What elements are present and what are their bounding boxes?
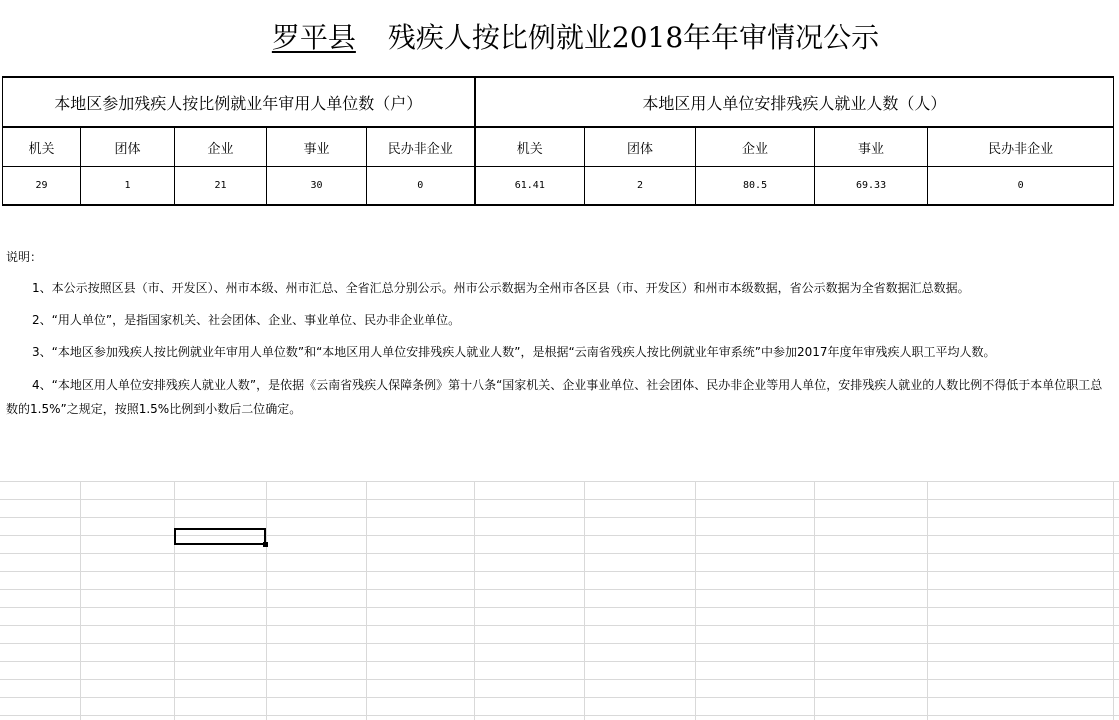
value-cell[interactable]: 80.5 <box>696 167 815 206</box>
value-cell[interactable]: 29 <box>3 167 81 206</box>
subheader-cell[interactable]: 事业 <box>815 127 928 167</box>
note-item: 2、“用人单位”，是指国家机关、社会团体、企业、事业单位、民办非企业单位。 <box>32 313 461 327</box>
subheader-cell[interactable]: 民办非企业 <box>928 127 1114 167</box>
notes-label: 说明： <box>6 250 43 264</box>
subheader-cell[interactable]: 企业 <box>696 127 815 167</box>
value-cell[interactable]: 69.33 <box>815 167 928 206</box>
value-cell[interactable]: 1 <box>81 167 175 206</box>
selected-cell[interactable] <box>174 528 266 545</box>
header-unit-count[interactable]: 本地区参加残疾人按比例就业年审用人单位数（户） <box>3 77 475 127</box>
value-cell[interactable]: 61.41 <box>475 167 585 206</box>
notes-section <box>6 246 1114 431</box>
subheader-cell[interactable]: 机关 <box>475 127 585 167</box>
spreadsheet-grid[interactable] <box>0 481 1119 720</box>
data-table <box>2 76 1114 206</box>
subheader-cell[interactable]: 机关 <box>3 127 81 167</box>
value-cell[interactable]: 2 <box>585 167 696 206</box>
value-cell[interactable]: 0 <box>928 167 1114 206</box>
subheader-cell[interactable]: 事业 <box>267 127 367 167</box>
title-text: 残疾人按比例就业2018年年审情况公示 <box>387 21 880 54</box>
note-item: 4、“本地区用人单位安排残疾人就业人数”，是依据《云南省残疾人保障条例》第十八条“国家机关、企业事业单位、社会团体、民办非企业等用人单位，安排残疾人就业的人数比例不得低于本单位职工总数的1.5%”之规定，按照1.5%比例到小数后二位确定。 <box>6 378 1103 416</box>
page-title <box>0 18 1119 58</box>
value-cell[interactable]: 21 <box>175 167 267 206</box>
note-item: 3、“本地区参加残疾人按比例就业年审用人单位数”和“本地区用人单位安排残疾人就业人数”，是根据“云南省残疾人按比例就业年审系统”中参加2017年度年审残疾人职工平均人数。 <box>32 345 996 359</box>
fill-handle[interactable] <box>263 542 268 547</box>
subheader-cell[interactable]: 团体 <box>585 127 696 167</box>
note-item: 1、本公示按照区县（市、开发区）、州市本级、州市汇总、全省汇总分别公示。州市公示数据为全州市各区县（市、开发区）和州市本级数据，省公示数据为全省数据汇总数据。 <box>32 281 970 295</box>
subheader-cell[interactable]: 企业 <box>175 127 267 167</box>
header-employee-count[interactable]: 本地区用人单位安排残疾人就业人数（人） <box>475 77 1114 127</box>
county-name: 罗平县 <box>271 21 356 54</box>
value-cell[interactable]: 30 <box>267 167 367 206</box>
subheader-cell[interactable]: 民办非企业 <box>367 127 475 167</box>
subheader-cell[interactable]: 团体 <box>81 127 175 167</box>
value-cell[interactable]: 0 <box>367 167 475 206</box>
